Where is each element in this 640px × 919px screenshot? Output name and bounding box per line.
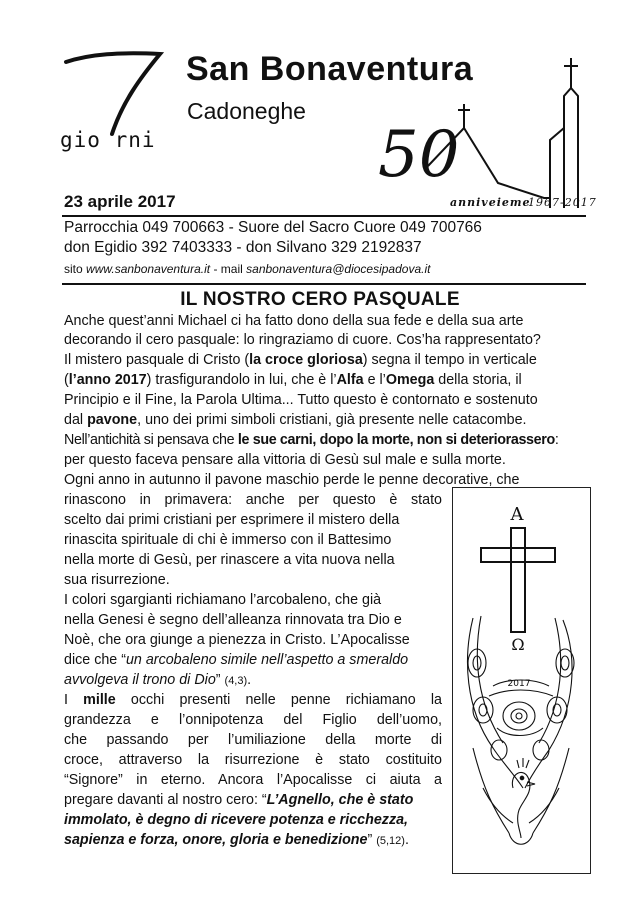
article-line: (l’anno 2017) trasfigurandolo in lui, che è l’Alfa e l’Omega della storia, il — [64, 372, 522, 388]
site-label: sito — [64, 262, 83, 276]
article-line: I colori sgargianti richiamano l’arcobaleno, che già — [64, 592, 382, 608]
candle-drawing — [453, 488, 590, 873]
anniversary-years: 1967-2017 — [528, 196, 597, 209]
article-line: Il mistero pasquale di Cristo (la croce gloriosa) segna il tempo in verticale — [64, 352, 537, 368]
anniversary-word: anniveieme — [450, 196, 531, 209]
article-line: immolato, è degno di ricevere potenza e ricchezza, — [64, 812, 409, 828]
contacts-line-2: don Egidio 392 7403333 - don Silvano 329 2192837 — [64, 239, 422, 256]
article-line: Ogni anno in autunno il pavone maschio perde le penne decorative, che — [64, 472, 520, 488]
logo-word: gio rni — [60, 128, 156, 152]
article-line: Nell’antichità si pensava che le sue carni, dopo la morte, non si deteriorassero: — [64, 432, 559, 448]
mail-link[interactable]: sanbonaventura@diocesipadova.it — [246, 262, 431, 276]
logo-seven-icon — [60, 48, 170, 138]
contacts-line-1: Parrocchia 049 700663 - Suore del Sacro Cuore 049 700766 — [64, 219, 482, 236]
article-line: che passando per l’umiliazione della morte di — [64, 732, 442, 748]
web-contacts — [64, 262, 430, 276]
alpha-letter: A — [510, 504, 524, 525]
article-line: nella Genesi è segno dell’alleanza rinnovata tra Dio e — [64, 612, 402, 628]
divider-line — [62, 215, 586, 217]
bulletin-date: 23 aprile 2017 — [64, 192, 176, 211]
omega-letter: Ω — [511, 635, 525, 654]
divider-line — [62, 283, 586, 285]
article-line: decorando il cero pasquale: lo ringraziamo di cuore. Cos’ha rappresentato? — [64, 332, 541, 348]
article-line: grandezza e l’onnipotenza del Figlio dell’uomo, — [64, 712, 442, 728]
article-line: scelto dai primi cristiani per esprimere il mistero della — [64, 512, 400, 528]
bulletin-subtitle: Cadoneghe — [187, 98, 306, 124]
article-line: dal pavone, uno dei primi simboli cristiani, già presente nelle catacombe. — [64, 412, 527, 428]
anniversary-number: 50 — [378, 118, 460, 192]
article-line: dice che “un arcobaleno simile nell’aspetto a smeraldo — [64, 652, 409, 668]
article-line: Anche quest’anni Michael ci ha fatto dono della sua fede e della sua arte — [64, 313, 524, 329]
article-line: sua risurrezione. — [64, 572, 170, 588]
article-line: pregare davanti al nostro cero: “L’Agnello, che è stato — [64, 792, 414, 808]
separator: - — [213, 262, 218, 276]
article-line: per questo faceva pensare alla vittoria di Gesù sul male e sulla morte. — [64, 452, 506, 468]
year-digits: 2017 — [507, 679, 531, 689]
site-link[interactable]: www.sanbonaventura.it — [86, 262, 211, 276]
article-line: Noè, che ora giunge a pienezza in Cristo. L’Apocalisse — [64, 632, 410, 648]
paschal-candle-illustration — [452, 487, 591, 874]
article-line: rinascono in primavera: anche per questo è stato — [64, 492, 442, 508]
article-line: avvolgeva il trono di Dio” (4,3). — [64, 672, 252, 688]
article-line: sapienza e forza, onore, gloria e benedizione” (5,12). — [64, 832, 409, 848]
article-line: croce, attraverso la risurrezione è stato costituito — [64, 752, 442, 768]
article-line: nella morte di Gesù, per rinascere a vita nuova nella — [64, 552, 395, 568]
article-line: I mille occhi presenti nelle penne richiamano la — [64, 692, 442, 708]
article-line: “Signore” in eterno. Ancora l’Apocalisse ci aiuta a — [64, 772, 442, 788]
bulletin-title: San Bonaventura — [186, 50, 474, 88]
article-line: rinascita spirituale di chi è immerso con il Battesimo — [64, 532, 392, 548]
mail-label: mail — [220, 262, 243, 276]
article-heading: IL NOSTRO CERO PASQUALE — [180, 289, 460, 310]
article-line: Principio e il Fine, la Parola Ultima... Tutto questo è contornato e sostenuto — [64, 392, 538, 408]
